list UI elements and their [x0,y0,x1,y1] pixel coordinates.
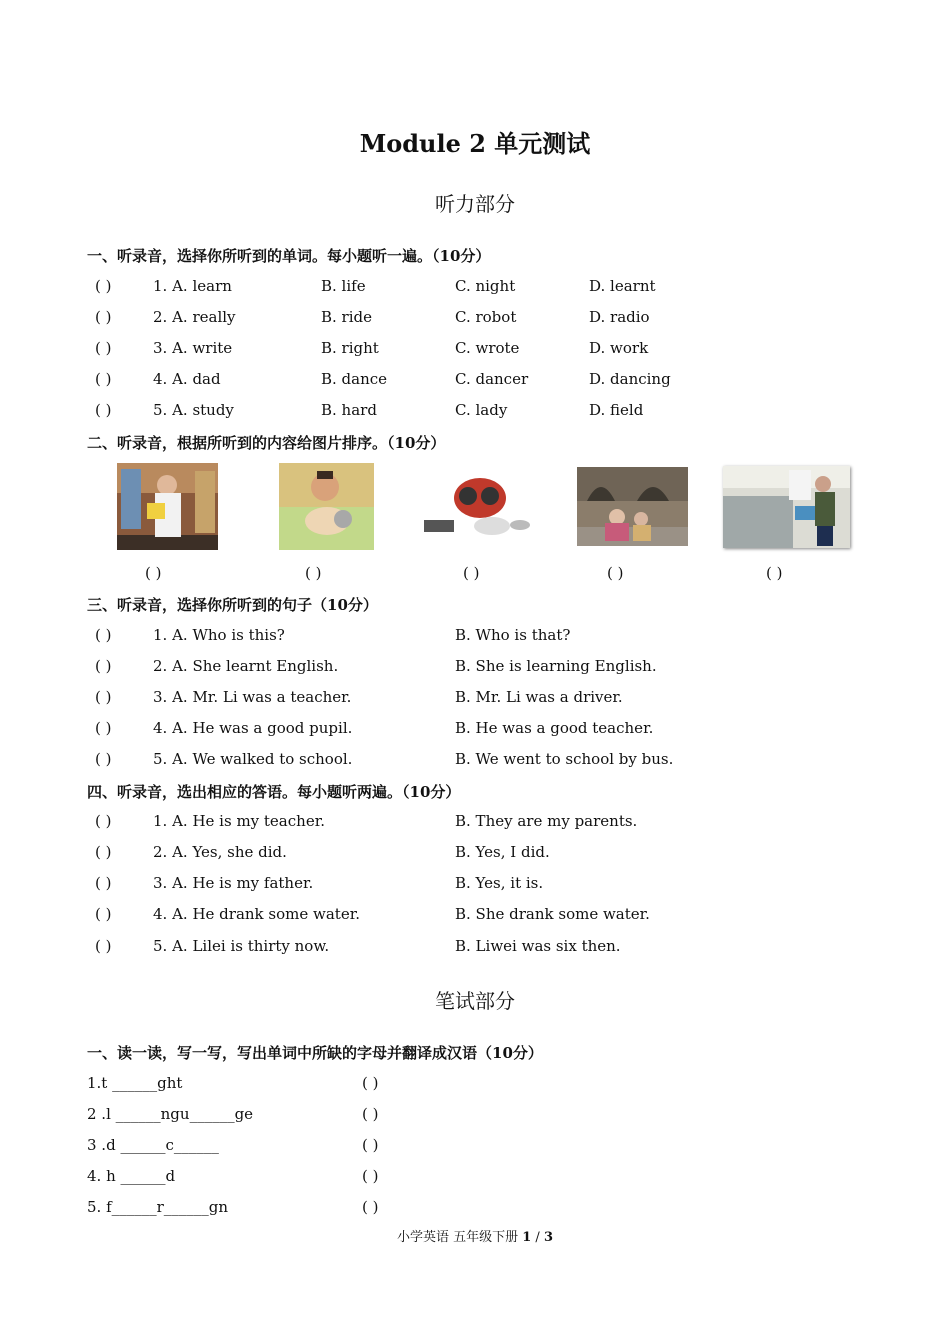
word-blank[interactable]: 1.t ______ght [87,1074,183,1092]
option-b: B. He was a good teacher. [455,719,654,737]
writing-section-heading: 笔试部分 [435,989,515,1013]
option-b: B. She drank some water. [455,905,650,923]
picture-answer-paren[interactable]: ( ) [607,564,624,582]
translation-paren[interactable]: ( ) [362,1198,379,1216]
page-total: 3 [543,1230,553,1245]
sentence-choice-row [95,626,895,648]
option-a: 5. A. We walked to school. [153,750,353,768]
part1-heading: 一、听录音，选择你所听到的单词。每小题听一遍。（10分） [87,247,491,265]
option-b: B. ride [321,308,373,326]
option-a: 3. A. He is my father. [153,874,314,892]
word-choice-row [95,401,895,423]
picture-answer-paren[interactable]: ( ) [463,564,480,582]
response-choice-row [95,905,895,927]
translation-paren[interactable]: ( ) [362,1105,379,1123]
sentence-choice-row [95,657,895,679]
answer-paren[interactable]: ( ) [95,812,112,830]
response-choice-row [95,874,895,896]
answer-paren[interactable]: ( ) [95,750,112,768]
option-a: 4. A. dad [153,370,221,388]
response-choice-row [95,812,895,834]
option-a: 1. A. Who is this? [153,626,285,644]
answer-paren[interactable]: ( ) [95,937,112,955]
page-footer [0,1226,950,1245]
option-b: B. She is learning English. [455,657,657,675]
part2-heading: 二、听录音，根据所听到的内容给图片排序。（10分） [87,434,446,452]
option-c: C. dancer [455,370,529,388]
option-b: B. We went to school by bus. [455,750,674,768]
answer-paren[interactable]: ( ) [95,719,112,737]
page-number: 1 [522,1230,532,1245]
translation-paren[interactable]: ( ) [362,1136,379,1154]
answer-paren[interactable]: ( ) [95,843,112,861]
woman-in-kitchen-photo [723,466,850,548]
option-a: 2. A. really [153,308,236,326]
option-a: 5. A. Lilei is thirty now. [153,937,330,955]
option-b: B. Who is that? [455,626,571,644]
option-a: 4. A. He was a good pupil. [153,719,353,737]
answer-paren[interactable]: ( ) [95,308,112,326]
option-b: B. They are my parents. [455,812,638,830]
option-b: B. dance [321,370,388,388]
option-a: 5. A. study [153,401,234,419]
answer-paren[interactable]: ( ) [95,626,112,644]
response-choice-row [95,843,895,865]
sentence-choice-row [95,688,895,710]
word-blank[interactable]: 2 .l ______ngu______ge [87,1105,254,1123]
word-choice-row [95,308,895,330]
option-d: D. work [589,339,649,357]
option-c: C. lady [455,401,508,419]
option-b: B. Yes, I did. [455,843,550,861]
word-blank[interactable]: 5. f______r______gn [87,1198,229,1216]
fill-word-row [87,1136,587,1158]
word-choice-row [95,370,895,392]
option-d: D. learnt [589,277,656,295]
option-b: B. Mr. Li was a driver. [455,688,623,706]
word-choice-row [95,277,895,299]
option-c: C. night [455,277,516,295]
option-a: 2. A. She learnt English. [153,657,339,675]
picture-answer-paren[interactable]: ( ) [766,564,783,582]
option-b: B. Liwei was six then. [455,937,621,955]
picture-answer-paren[interactable]: ( ) [305,564,322,582]
option-a: 2. A. Yes, she did. [153,843,287,861]
part3-heading: 三、听录音，选择你所听到的句子（10分） [87,596,378,614]
boy-in-water-photo [279,463,374,550]
word-blank[interactable]: 3 .d ______c______ [87,1136,219,1154]
answer-paren[interactable]: ( ) [95,657,112,675]
option-c: C. wrote [455,339,520,357]
answer-paren[interactable]: ( ) [95,401,112,419]
option-a: 1. A. He is my teacher. [153,812,325,830]
answer-paren[interactable]: ( ) [95,905,112,923]
word-blank[interactable]: 4. h ______d [87,1167,176,1185]
option-b: B. hard [321,401,377,419]
page-separator: / [531,1230,544,1245]
fill-word-row [87,1198,587,1220]
writing-part1-heading: 一、读一读，写一写，写出单词中所缺的字母并翻译成汉语（10分） [87,1044,543,1062]
answer-paren[interactable]: ( ) [95,277,112,295]
answer-paren[interactable]: ( ) [95,874,112,892]
sentence-choice-row [95,719,895,741]
option-b: B. right [321,339,379,357]
option-b: B. life [321,277,366,295]
page-title: Module 2 单元测试 [359,129,591,158]
option-d: D. radio [589,308,650,326]
listening-section-heading: 听力部分 [435,192,515,216]
response-choice-row [95,937,895,959]
man-holding-book-photo [117,463,218,550]
sentence-choice-row [95,750,895,772]
answer-paren[interactable]: ( ) [95,370,112,388]
fill-word-row [87,1167,587,1189]
answer-paren[interactable]: ( ) [95,339,112,357]
children-outdoors-photo [577,467,688,546]
option-a: 3. A. Mr. Li was a teacher. [153,688,352,706]
option-a: 1. A. learn [153,277,232,295]
option-b: B. Yes, it is. [455,874,544,892]
fill-word-row [87,1105,587,1127]
fill-word-row [87,1074,587,1096]
option-a: 3. A. write [153,339,233,357]
word-choice-row [95,339,895,361]
answer-paren[interactable]: ( ) [95,688,112,706]
part4-heading: 四、听录音，选出相应的答语。每小题听两遍。（10分） [87,783,461,801]
picture-answer-paren[interactable]: ( ) [145,564,162,582]
option-d: D. dancing [589,370,671,388]
option-a: 4. A. He drank some water. [153,905,360,923]
option-d: D. field [589,401,644,419]
translation-paren[interactable]: ( ) [362,1167,379,1185]
cartoon-robot-picture [420,470,538,545]
footer-text: 小学英语 五年级下册 [396,1230,523,1245]
option-c: C. robot [455,308,517,326]
translation-paren[interactable]: ( ) [362,1074,379,1092]
